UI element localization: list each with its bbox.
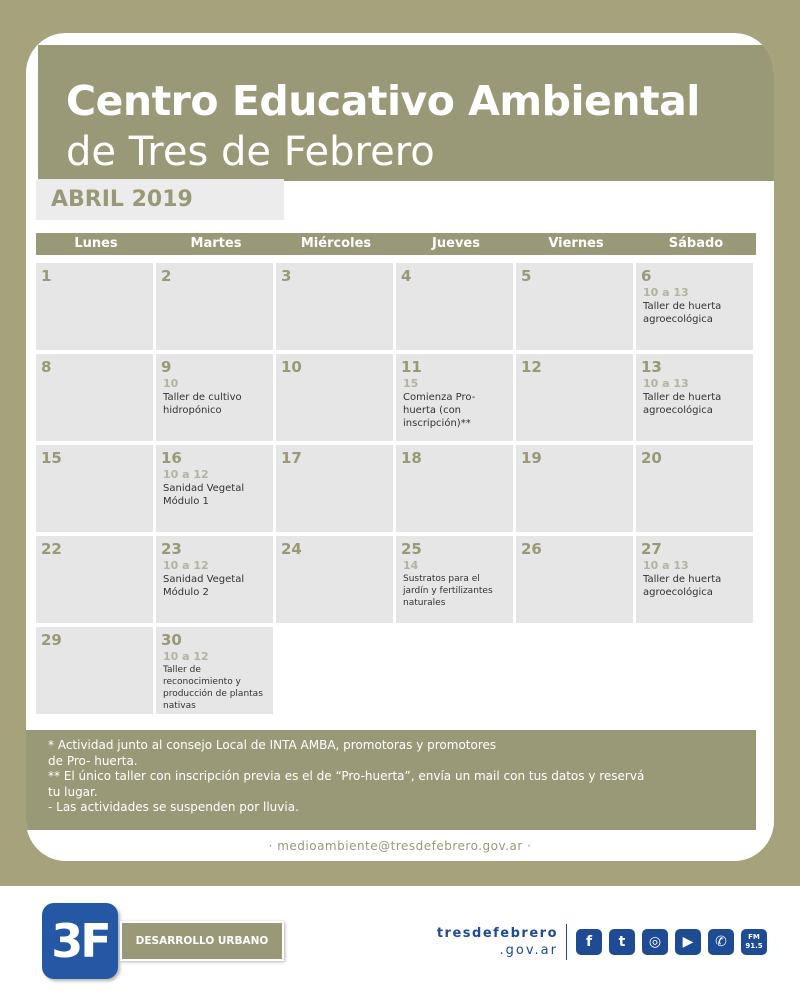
- fm-radio-icon[interactable]: FM 91.5: [741, 929, 767, 955]
- event-time: 10 a 13: [643, 377, 689, 390]
- note-line: de Pro- huerta.: [48, 753, 138, 768]
- day-cell: [36, 445, 153, 532]
- day-cell: [276, 445, 393, 532]
- twitter-icon[interactable]: t: [609, 929, 635, 955]
- title-banner: [38, 45, 774, 181]
- day-number: 30: [161, 631, 182, 649]
- whatsapp-icon[interactable]: ✆: [708, 929, 734, 955]
- day-number: 13: [641, 358, 662, 376]
- day-cell: [396, 354, 513, 441]
- day-cell: [636, 354, 753, 441]
- day-cell: [396, 536, 513, 623]
- site-sub: .gov.ar: [499, 943, 558, 958]
- facebook-icon[interactable]: f: [576, 929, 602, 955]
- event-time: 10 a 12: [163, 650, 209, 663]
- day-cell: [156, 263, 273, 350]
- instagram-icon[interactable]: ◎: [642, 929, 668, 955]
- day-number: 2: [161, 267, 172, 285]
- day-number: 17: [281, 449, 302, 467]
- day-cell: [396, 445, 513, 532]
- event-time: 10 a 13: [643, 559, 689, 572]
- weekday-4: Viernes: [548, 236, 604, 251]
- day-cell: [156, 445, 273, 532]
- day-cell: [516, 445, 633, 532]
- day-number: 18: [401, 449, 422, 467]
- day-cell: [276, 536, 393, 623]
- day-number: 20: [641, 449, 662, 467]
- weekday-2: Miércoles: [300, 236, 372, 251]
- weekday-header: [36, 233, 756, 255]
- day-cell: [36, 263, 153, 350]
- day-number: 11: [401, 358, 422, 376]
- notes-box: [26, 730, 756, 830]
- contact-email[interactable]: · medioambiente@tresdefebrero.gov.ar ·: [268, 839, 532, 853]
- footer-divider: [566, 924, 567, 960]
- day-cell: [156, 354, 273, 441]
- day-number: 26: [521, 540, 542, 558]
- day-cell: [636, 445, 753, 532]
- logo-label: DESARROLLO URBANO: [120, 921, 284, 961]
- day-cell: [396, 263, 513, 350]
- day-cell: [516, 354, 633, 441]
- day-cell: [276, 263, 393, 350]
- title-line-2: de Tres de Febrero: [66, 129, 435, 175]
- day-number: 4: [401, 267, 412, 285]
- day-number: 12: [521, 358, 542, 376]
- event-description: Sanidad Vegetal Módulo 2: [163, 574, 245, 598]
- day-number: 29: [41, 631, 62, 649]
- title-line-1: Centro Educativo Ambiental: [66, 77, 700, 125]
- day-cell: [156, 627, 273, 714]
- event-time: 15: [403, 377, 419, 390]
- day-cell: [636, 536, 753, 623]
- day-cell: [516, 536, 633, 623]
- day-number: 8: [41, 358, 52, 376]
- event-time: 14: [403, 559, 419, 572]
- weekday-0: Lunes: [74, 236, 118, 251]
- day-number: 10: [281, 358, 302, 376]
- day-number: 1: [41, 267, 52, 285]
- event-description: Sanidad Vegetal Módulo 1: [163, 483, 245, 507]
- day-cell: [636, 263, 753, 350]
- day-cell: [36, 536, 153, 623]
- day-number: 27: [641, 540, 662, 558]
- 3f-logo-icon: 3F: [42, 903, 118, 979]
- event-description: Sustratos para el jardín y fertilizantes naturales: [403, 574, 493, 608]
- day-number: 15: [41, 449, 62, 467]
- day-number: 25: [401, 540, 422, 558]
- event-description: Taller de reconocimiento y producción de plantas nativas: [163, 665, 263, 711]
- calendar-card: [26, 33, 774, 861]
- day-number: 22: [41, 540, 62, 558]
- day-cell: [36, 354, 153, 441]
- event-description: Taller de huerta agroecológica: [643, 301, 722, 325]
- event-time: 10 a 12: [163, 559, 209, 572]
- day-number: 5: [521, 267, 532, 285]
- event-description: Comienza Pro-huerta (con inscripción)**: [403, 392, 476, 429]
- day-number: 9: [161, 358, 172, 376]
- event-description: Taller de huerta agroecológica: [643, 392, 722, 416]
- note-line: tu lugar.: [48, 784, 98, 799]
- day-cell: [276, 354, 393, 441]
- weekday-1: Martes: [190, 236, 242, 251]
- event-time: 10 a 13: [643, 286, 689, 299]
- event-description: Taller de huerta agroecológica: [643, 574, 722, 598]
- website-link[interactable]: [412, 925, 558, 959]
- day-cell: [156, 536, 273, 623]
- logo: [42, 903, 284, 979]
- day-number: 23: [161, 540, 182, 558]
- note-line: - Las actividades se suspenden por lluvia.: [48, 800, 299, 814]
- day-number: 3: [281, 267, 292, 285]
- day-number: 19: [521, 449, 542, 467]
- youtube-icon[interactable]: ▶: [675, 929, 701, 955]
- day-number: 16: [161, 449, 182, 467]
- site-main: tresdefebrero: [436, 926, 558, 941]
- month-label: ABRIL 2019: [51, 187, 193, 212]
- day-number: 6: [641, 267, 652, 285]
- note-line: ** El único taller con inscripción previa es el de “Pro-huerta”, envía un mail con tus datos y reservá: [48, 769, 645, 783]
- weekday-3: Jueves: [432, 236, 480, 251]
- day-cell: [36, 627, 153, 714]
- event-time: 10 a 12: [163, 468, 209, 481]
- event-time: 10: [163, 377, 179, 390]
- day-cell: [516, 263, 633, 350]
- note-line: * Actividad junto al consejo Local de INTA AMBA, promotoras y promotores: [48, 738, 497, 752]
- day-number: 24: [281, 540, 302, 558]
- event-description: Taller de cultivo hidropónico: [163, 392, 242, 416]
- month-banner: [36, 179, 284, 220]
- weekday-5: Sábado: [668, 236, 724, 251]
